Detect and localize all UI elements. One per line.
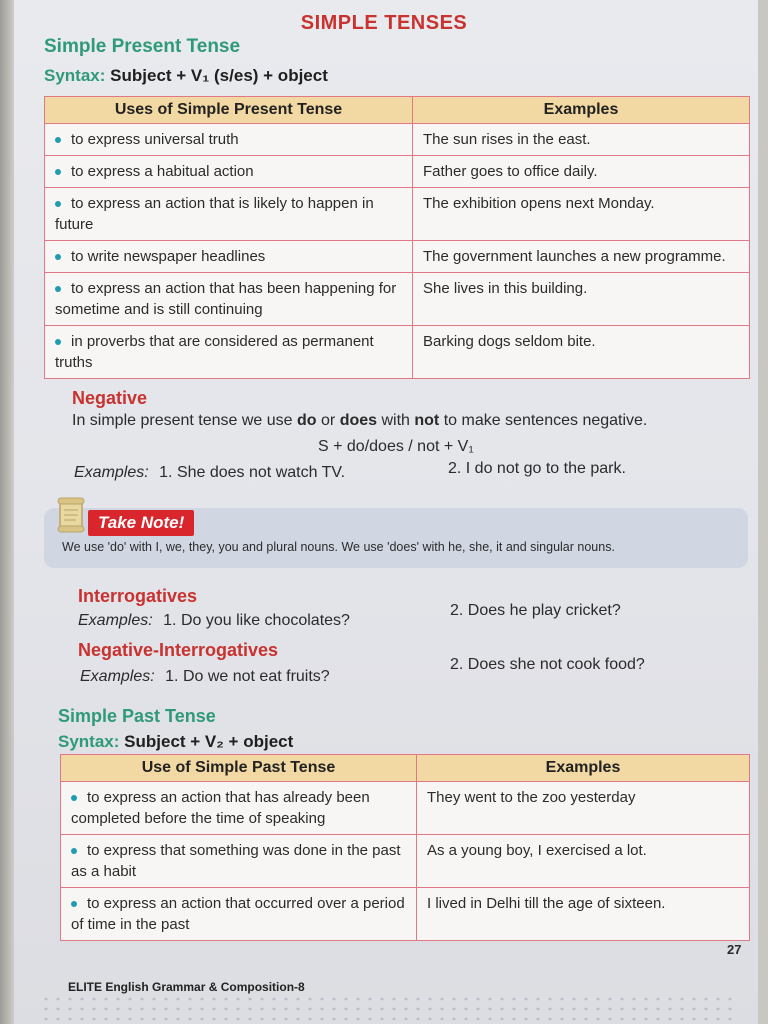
use-text: to express that something was done in the past as a habit bbox=[71, 842, 401, 880]
page-number: 27 bbox=[727, 942, 742, 957]
take-note-text: We use 'do' with I, we, they, you and plural nouns. We use 'does' with he, she, it and singular nouns. bbox=[62, 540, 615, 554]
bullet-icon bbox=[55, 169, 61, 175]
bullet-icon bbox=[71, 901, 77, 907]
bullet-icon bbox=[55, 201, 61, 207]
negative-example-2: 2. I do not go to the park. bbox=[448, 460, 626, 477]
bullet-icon bbox=[55, 286, 61, 292]
table-header-examples: Examples bbox=[413, 97, 750, 124]
past-syntax-value: Subject + V₂ + object bbox=[124, 732, 294, 751]
use-cell bbox=[45, 124, 413, 156]
present-syntax-value: Subject + V₁ (s/es) + object bbox=[110, 66, 328, 85]
example-cell: As a young boy, I exercised a lot. bbox=[417, 835, 750, 888]
use-text: to express an action that is likely to happen in future bbox=[55, 195, 374, 233]
table-row bbox=[61, 782, 750, 835]
present-heading: Simple Present Tense bbox=[44, 36, 241, 57]
use-cell bbox=[45, 326, 413, 379]
table-header-uses: Use of Simple Past Tense bbox=[61, 755, 417, 782]
table-row bbox=[45, 124, 750, 156]
negative-text-2: or bbox=[316, 412, 340, 429]
example-cell: They went to the zoo yesterday bbox=[417, 782, 750, 835]
table-header-row bbox=[61, 755, 750, 782]
take-note-tag: Take Note! bbox=[88, 510, 194, 536]
present-syntax-label: Syntax: bbox=[44, 66, 106, 85]
examples-label: Examples: bbox=[80, 668, 155, 685]
negative-not: not bbox=[414, 412, 440, 429]
use-text: in proverbs that are considered as permanent truths bbox=[55, 333, 374, 371]
bullet-icon bbox=[71, 848, 77, 854]
neg-interrogatives-heading: Negative-Interrogatives bbox=[78, 640, 279, 660]
past-heading: Simple Past Tense bbox=[58, 706, 216, 726]
bullet-icon bbox=[55, 254, 61, 260]
use-text: to express a habitual action bbox=[71, 163, 254, 180]
past-syntax bbox=[58, 732, 293, 752]
use-text: to express an action that has been happening for sometime and is still continuing bbox=[55, 280, 397, 318]
negative-do: do bbox=[297, 412, 317, 429]
negative-example-1: 1. She does not watch TV. bbox=[159, 464, 346, 481]
bullet-icon bbox=[71, 795, 77, 801]
interrogatives-examples bbox=[78, 612, 350, 630]
table-row bbox=[45, 156, 750, 188]
past-uses-table bbox=[60, 754, 750, 941]
use-cell bbox=[45, 241, 413, 273]
example-cell: The sun rises in the east. bbox=[413, 124, 750, 156]
example-cell: The government launches a new programme. bbox=[413, 241, 750, 273]
negative-text-3: with bbox=[377, 412, 415, 429]
table-header-examples: Examples bbox=[417, 755, 750, 782]
negative-examples bbox=[74, 464, 345, 482]
table-row bbox=[45, 188, 750, 241]
use-cell bbox=[61, 835, 417, 888]
table-row bbox=[45, 241, 750, 273]
book-spine bbox=[0, 0, 14, 1024]
scroll-note-icon bbox=[56, 496, 86, 534]
examples-label: Examples: bbox=[74, 464, 149, 481]
negative-description bbox=[72, 412, 647, 430]
decorative-dots bbox=[40, 994, 740, 1022]
table-header-uses: Uses of Simple Present Tense bbox=[45, 97, 413, 124]
table-row bbox=[61, 835, 750, 888]
use-cell bbox=[45, 188, 413, 241]
negative-formula: S + do/does / not + V₁ bbox=[318, 438, 474, 455]
use-text: to express an action that occurred over a period of time in the past bbox=[71, 895, 405, 933]
use-cell bbox=[45, 156, 413, 188]
bullet-icon bbox=[55, 339, 61, 345]
present-uses-table bbox=[44, 96, 750, 379]
use-cell bbox=[61, 888, 417, 941]
examples-label: Examples: bbox=[78, 612, 153, 629]
use-text: to express universal truth bbox=[71, 131, 239, 148]
book-title: ELITE English Grammar & Composition-8 bbox=[68, 980, 305, 994]
table-row bbox=[45, 273, 750, 326]
example-cell: Barking dogs seldom bite. bbox=[413, 326, 750, 379]
use-cell bbox=[45, 273, 413, 326]
past-syntax-label: Syntax: bbox=[58, 732, 120, 751]
example-cell: Father goes to office daily. bbox=[413, 156, 750, 188]
example-cell: I lived in Delhi till the age of sixteen. bbox=[417, 888, 750, 941]
use-text: to express an action that has already been completed before the time of speaking bbox=[71, 789, 370, 827]
interrogatives-heading: Interrogatives bbox=[78, 586, 198, 606]
present-syntax bbox=[44, 66, 328, 86]
example-cell: The exhibition opens next Monday. bbox=[413, 188, 750, 241]
table-header-row bbox=[45, 97, 750, 124]
interrogative-example-2: 2. Does he play cricket? bbox=[450, 602, 621, 619]
negative-text-1: In simple present tense we use bbox=[72, 412, 298, 429]
negative-heading: Negative bbox=[72, 388, 148, 408]
bullet-icon bbox=[55, 137, 61, 143]
negative-text-4: to make sentences negative. bbox=[439, 412, 648, 429]
table-row bbox=[45, 326, 750, 379]
neg-interrogative-example-1: 1. Do we not eat fruits? bbox=[165, 668, 330, 685]
use-text: to write newspaper headlines bbox=[71, 248, 266, 265]
use-cell bbox=[61, 782, 417, 835]
neg-interrogative-example-2: 2. Does she not cook food? bbox=[450, 656, 645, 673]
interrogative-example-1: 1. Do you like chocolates? bbox=[163, 612, 350, 629]
neg-interrogatives-examples bbox=[80, 668, 330, 686]
negative-does: does bbox=[339, 412, 378, 429]
table-row bbox=[61, 888, 750, 941]
page-title: SIMPLE TENSES bbox=[300, 12, 468, 34]
example-cell: She lives in this building. bbox=[413, 273, 750, 326]
